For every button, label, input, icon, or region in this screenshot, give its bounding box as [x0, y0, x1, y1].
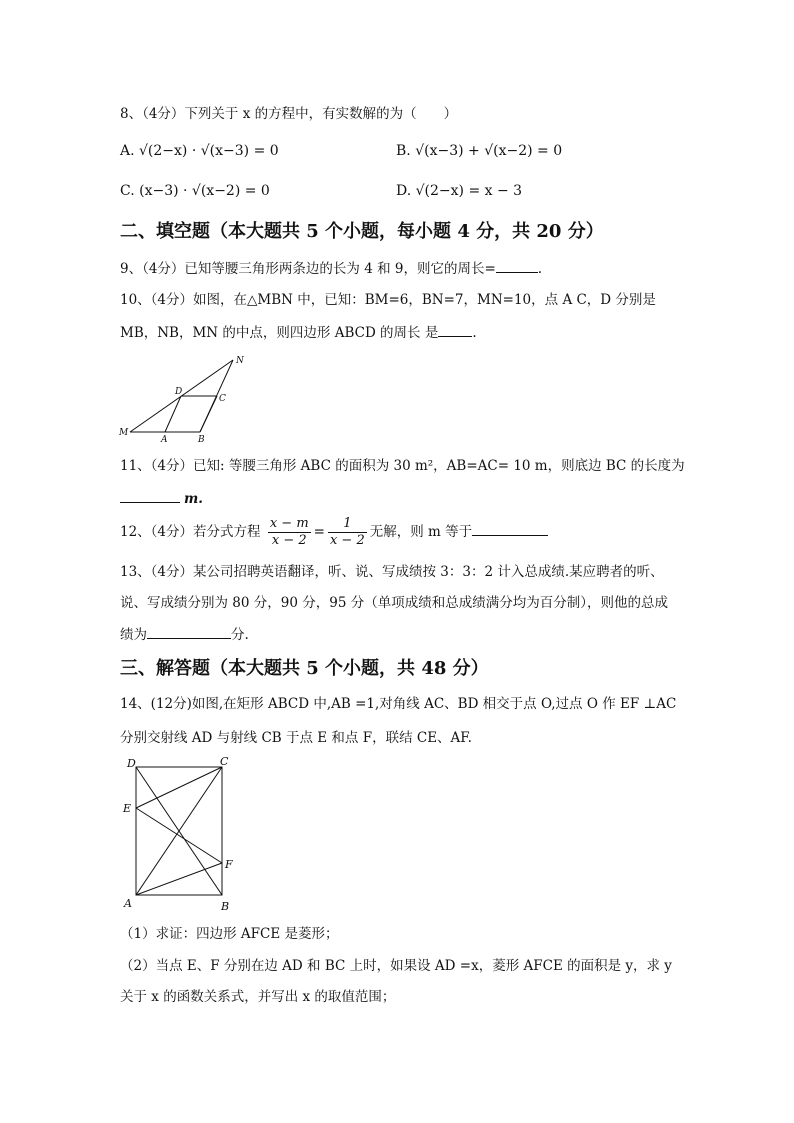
q10-end: .	[472, 325, 477, 341]
q12-frac2-denominator: x − 2	[329, 533, 365, 548]
q14-part-1: （1）求证：四边形 AFCE 是菱形；	[120, 926, 339, 942]
q8-option-d: D. √(2−x) = x − 3	[396, 183, 523, 199]
q13-line-3	[120, 624, 249, 645]
segment-ec	[136, 767, 222, 808]
q10-text: MB，NB，MN 的中点，则四边形 ABCD 的周长 是	[120, 325, 439, 341]
q12-prefix: 12、（4分）若分式方程	[120, 524, 261, 540]
q8-option-b: B. √(x−3) + √(x−2) = 0	[396, 143, 563, 159]
label-b: B	[198, 435, 205, 444]
q12-frac1-numerator: x − m	[269, 516, 309, 531]
q10-line-1: 10、（4分）如图，在△MBN 中，已知：BM=6，BN=7，MN=10，点 A C，D 分别是	[120, 292, 656, 308]
q9-answer-blank[interactable]	[496, 258, 538, 273]
q12-fraction-1	[268, 516, 311, 549]
q11-unit: m.	[184, 491, 203, 507]
label-d: D	[175, 387, 183, 397]
label-n: N	[236, 356, 244, 366]
q10-triangle-figure	[115, 352, 255, 444]
q14-rectangle-figure	[118, 755, 248, 917]
q9-end: .	[537, 261, 543, 277]
q14-line-2: 分别交射线 AD 与射线 CB 于点 E 和点 F，联结 CE、AF.	[120, 730, 472, 746]
q11-line-2	[120, 488, 203, 509]
q11-answer-blank[interactable]	[120, 488, 180, 503]
q12-equals: =	[313, 524, 325, 540]
q10-answer-blank[interactable]	[438, 322, 472, 337]
q12-frac1-denominator: x − 2	[271, 533, 307, 548]
section-2-heading: 二、填空题（本大题共 5 个小题，每小题 4 分，共 20 分）	[120, 221, 604, 242]
q10-line-2	[120, 322, 477, 343]
q13-answer-blank[interactable]	[147, 624, 231, 639]
q13-prefix: 绩为	[120, 627, 147, 643]
segment-af	[136, 863, 222, 895]
q11-line-1: 11、（4分）已知: 等腰三角形 ABC 的面积为 30 m²，AB=AC= 10 m，则底边 BC 的长度为	[120, 458, 685, 474]
label-c: C	[220, 755, 229, 768]
label-c: C	[219, 394, 226, 404]
section-3-heading: 三、解答题（本大题共 5 个小题，共 48 分）	[120, 658, 489, 679]
label-a: A	[161, 435, 168, 444]
q14-part-2-line-1: （2）当点 E、F 分别在边 AD 和 BC 上时，如果设 AD =x，菱形 AFCE 的面积是 y，求 y	[120, 958, 672, 974]
q12-line	[120, 512, 548, 552]
label-a: A	[124, 897, 132, 910]
q14-part-2-line-2: 关于 x 的函数关系式，并写出 x 的取值范围；	[120, 989, 396, 1005]
segment-ef	[136, 808, 222, 863]
q12-answer-blank[interactable]	[472, 521, 548, 536]
label-m: M	[119, 428, 129, 438]
label-e: E	[123, 802, 132, 815]
q13-line-1: 13、（4分）某公司招聘英语翻译，听、说、写成绩按 3：3：2 计入总成绩.某应聘者的听、	[120, 564, 664, 580]
q12-suffix: 无解，则 m 等于	[369, 524, 473, 540]
label-f: F	[225, 858, 233, 871]
q8-option-a: A. √(2−x) · √(x−3) = 0	[120, 143, 279, 159]
q13-line-2: 说、写成绩分别为 80 分，90 分，95 分（单项成绩和总成绩满分均为百分制），则他的总成	[120, 595, 668, 611]
edge-cb	[200, 396, 217, 432]
label-d: D	[127, 757, 136, 770]
q8-stem: 8、（4分）下列关于 x 的方程中，有实数解的为（ ）	[120, 106, 458, 122]
q13-suffix: 分.	[231, 627, 249, 643]
label-b: B	[221, 900, 230, 913]
q14-line-1: 14、(12分)如图,在矩形 ABCD 中,AB =1,对角线 AC、BD 相交于点 O,过点 O 作 EF ⊥AC	[120, 696, 677, 712]
q9-text: 9、（4分）已知等腰三角形两条边的长为 4 和 9，则它的周长=	[120, 261, 496, 277]
q9-line	[120, 258, 542, 279]
q12-fraction-2	[328, 516, 367, 549]
q12-frac2-numerator: 1	[328, 516, 367, 533]
q8-option-c: C. (x−3) · √(x−2) = 0	[120, 183, 270, 199]
